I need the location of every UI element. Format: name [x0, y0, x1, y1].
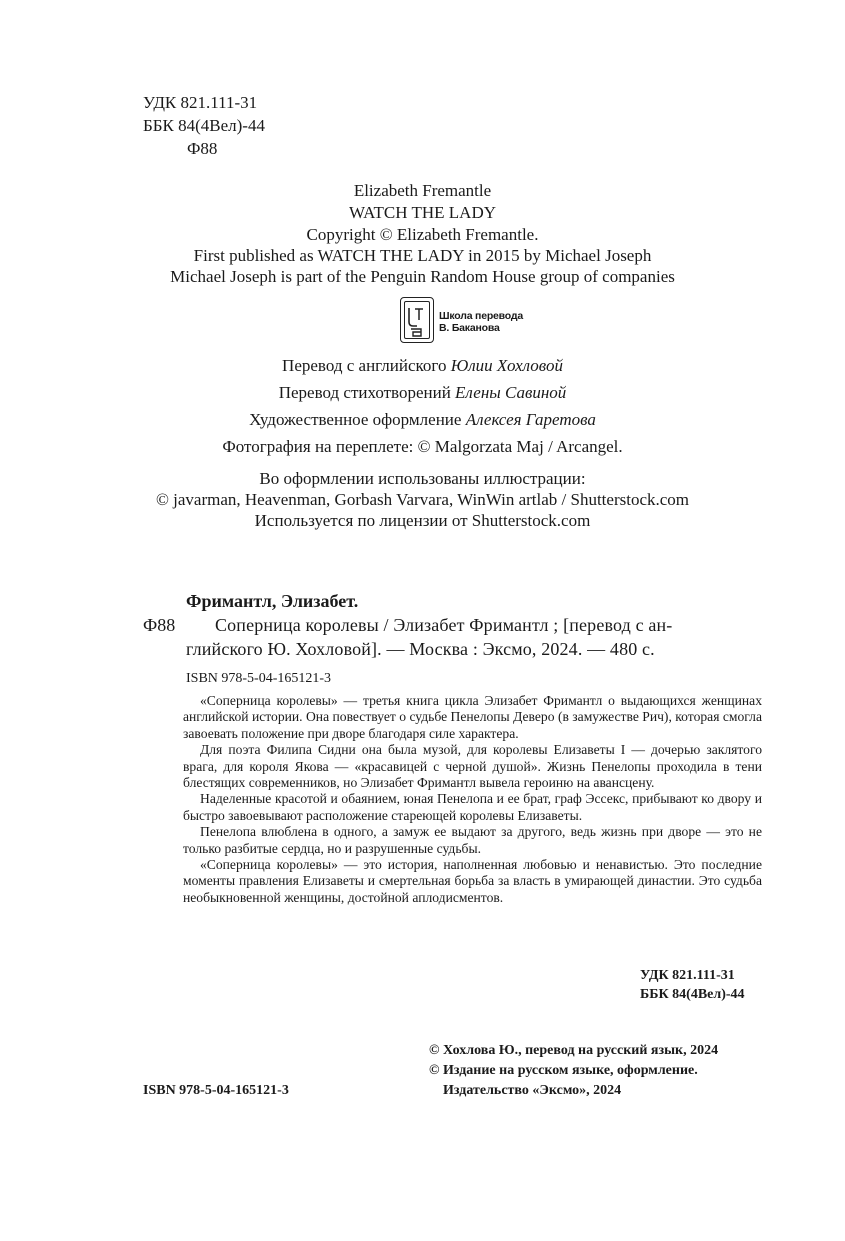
translation-rights: © Хохлова Ю., перевод на русский язык, 2024: [429, 1043, 719, 1058]
poems-translator-name: Елены Савиной: [455, 383, 567, 402]
bbk-code: ББК 84(4Вел)-44: [143, 116, 265, 135]
translation-label: Перевод с английского: [282, 356, 451, 375]
design-label: Художественное оформление: [249, 410, 466, 429]
catalog-author-heading: Фримантл, Элизабет.: [186, 591, 359, 611]
original-title: WATCH THE LADY: [348, 203, 496, 222]
illustrations-heading: Во оформлении использованы иллюстрации:: [259, 469, 586, 488]
poems-label: Перевод стихотворений: [278, 383, 456, 402]
catalog-isbn: ISBN 978-5-04-165121-3: [186, 671, 332, 686]
translation-credit: [0, 355, 845, 377]
edition-rights: © Издание на русском языке, оформление.: [429, 1063, 698, 1078]
translation-school-logo-text: [439, 310, 523, 334]
first-published-line: First published as WATCH THE LADY in 2015 by Michael Joseph: [193, 246, 652, 265]
cover-photo-credit: Фотография на переплете: © Malgorzata Maj / Arcangel.: [222, 437, 623, 456]
footer-bbk-code: ББК 84(4Вел)-44: [640, 987, 745, 1002]
copyright-line: Copyright © Elizabeth Fremantle.: [306, 225, 539, 244]
designer-name: Алексея Гаретова: [465, 410, 596, 429]
annotation: [183, 693, 762, 906]
annotation-paragraph: «Соперница королевы» — третья книга цикла Элизабет Фримантл о выдающихся женщинах английской истории. Она повествует о судьбе Пенелопы Деверо (в замужестве Рич), которая смогла завоевать положение при дворе благодаря силе характера.: [183, 693, 762, 741]
illustrations-license: Используется по лицензии от Shutterstock.com: [254, 511, 591, 530]
annotation-paragraph: Наделенные красотой и обаянием, юная Пенелопа и ее брат, граф Эссекс, прибывают ко двору и быстро завоевывают расположение стареющей королевы Елизаветы.: [183, 791, 762, 823]
catalog-code: Ф88: [143, 615, 176, 635]
logo-line-2: В. Баканова: [439, 322, 500, 334]
publisher-note: Michael Joseph is part of the Penguin Random House group of companies: [170, 267, 675, 286]
catalog-description-line-1: Соперница королевы / Элизабет Фримантл ; [перевод с ан-: [215, 615, 673, 635]
translator-name: Юлии Хохловой: [450, 356, 563, 375]
catalog-description-line-2: глийского Ю. Хохловой]. — Москва : Эксмо, 2024. — 480 с.: [186, 639, 655, 659]
author-code: Ф88: [187, 139, 218, 158]
annotation-paragraph: Пенелопа влюблена в одного, а замуж ее выдают за другого, ведь жизнь при дворе — это не только разбитые сердца, но и разрушенные судьбы.: [183, 824, 762, 856]
poems-credit: [0, 382, 845, 404]
footer-isbn: ISBN 978-5-04-165121-3: [143, 1083, 289, 1098]
design-credit: [0, 409, 845, 431]
footer-udk-code: УДК 821.111-31: [640, 968, 735, 983]
translation-school-logo-icon: [400, 297, 434, 343]
illustrations-sources: © javarman, Heavenman, Gorbash Varvara, WinWin artlab / Shutterstock.com: [155, 490, 690, 509]
annotation-paragraph: Для поэта Филипа Сидни она была музой, для королевы Елизаветы I — дочерью заклятого врага, для короля Якова — «красавицей с черной душой». Жизнь Пенелопы проходила в тени блестящих современников, но Элизабет Фримантл вывела героиню на авансцену.: [183, 742, 762, 791]
annotation-paragraph: «Соперница королевы» — это история, наполненная любовью и ненавистью. Это последние моменты правления Елизаветы и смертельная борьба за власть в умирающей династии. Это судьба необыкновенной женщины, достойной аплодисментов.: [183, 857, 762, 905]
udk-code: УДК 821.111-31: [143, 93, 258, 112]
original-author: Elizabeth Fremantle: [353, 181, 492, 200]
publisher-rights: Издательство «Эксмо», 2024: [443, 1083, 622, 1098]
logo-line-1: Школа перевода: [439, 310, 523, 322]
